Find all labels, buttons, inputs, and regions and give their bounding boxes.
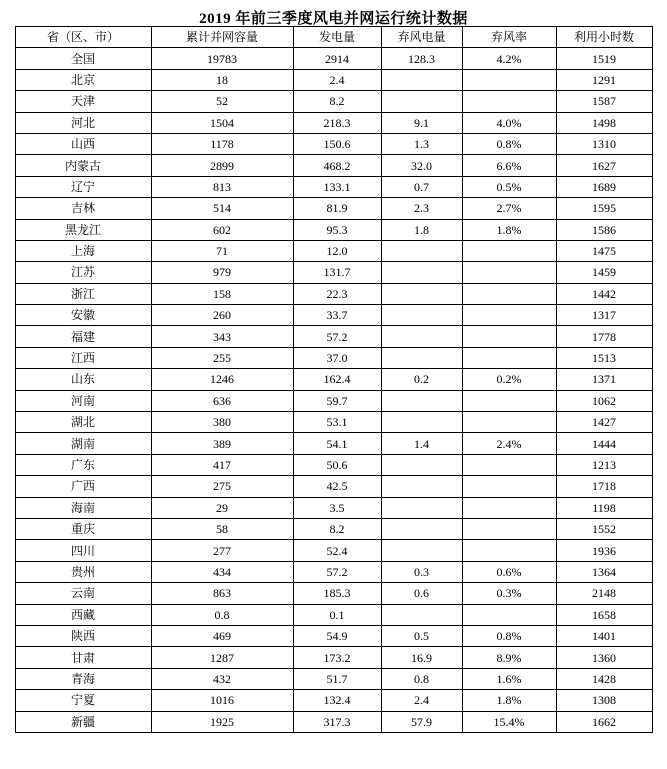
value-cell — [462, 497, 556, 518]
value-cell — [381, 518, 462, 539]
column-header: 累计并网容量 — [151, 27, 293, 48]
value-cell: 1595 — [556, 198, 652, 219]
province-cell: 甘肃 — [15, 647, 151, 668]
value-cell: 417 — [151, 454, 293, 475]
value-cell: 1586 — [556, 219, 652, 240]
province-cell: 浙江 — [15, 283, 151, 304]
value-cell: 37.0 — [293, 347, 381, 368]
value-cell: 95.3 — [293, 219, 381, 240]
value-cell: 81.9 — [293, 198, 381, 219]
value-cell: 1308 — [556, 690, 652, 711]
province-cell: 湖南 — [15, 433, 151, 454]
table-row — [15, 198, 652, 219]
value-cell: 158 — [151, 283, 293, 304]
value-cell: 132.4 — [293, 690, 381, 711]
value-cell — [462, 69, 556, 90]
table-row — [15, 240, 652, 261]
province-cell: 北京 — [15, 69, 151, 90]
province-cell: 河北 — [15, 112, 151, 133]
province-cell: 云南 — [15, 583, 151, 604]
value-cell: 54.1 — [293, 433, 381, 454]
province-cell: 江苏 — [15, 262, 151, 283]
value-cell: 57.2 — [293, 561, 381, 582]
value-cell: 1587 — [556, 91, 652, 112]
value-cell — [462, 390, 556, 411]
table-row — [15, 518, 652, 539]
value-cell: 1427 — [556, 412, 652, 433]
value-cell — [462, 305, 556, 326]
value-cell: 0.3% — [462, 583, 556, 604]
value-cell: 53.1 — [293, 412, 381, 433]
province-cell: 宁夏 — [15, 690, 151, 711]
value-cell — [381, 262, 462, 283]
table-row — [15, 112, 652, 133]
value-cell: 50.6 — [293, 454, 381, 475]
value-cell: 0.1 — [293, 604, 381, 625]
value-cell: 2914 — [293, 48, 381, 69]
table-row — [15, 433, 652, 454]
value-cell: 2.4 — [293, 69, 381, 90]
table-row — [15, 561, 652, 582]
value-cell: 2.3 — [381, 198, 462, 219]
table-row — [15, 647, 652, 668]
value-cell: 1.4 — [381, 433, 462, 454]
province-cell: 江西 — [15, 347, 151, 368]
value-cell: 131.7 — [293, 262, 381, 283]
table-row — [15, 369, 652, 390]
value-cell: 1016 — [151, 690, 293, 711]
table-row — [15, 454, 652, 475]
value-cell: 51.7 — [293, 668, 381, 689]
value-cell: 12.0 — [293, 240, 381, 261]
value-cell: 1513 — [556, 347, 652, 368]
value-cell: 1627 — [556, 155, 652, 176]
value-cell — [381, 497, 462, 518]
value-cell: 32.0 — [381, 155, 462, 176]
value-cell: 863 — [151, 583, 293, 604]
value-cell: 1504 — [151, 112, 293, 133]
table-row — [15, 690, 652, 711]
province-cell: 黑龙江 — [15, 219, 151, 240]
value-cell: 2.4% — [462, 433, 556, 454]
province-cell: 陕西 — [15, 625, 151, 646]
value-cell: 1291 — [556, 69, 652, 90]
value-cell — [381, 69, 462, 90]
table-row — [15, 262, 652, 283]
value-cell: 0.6 — [381, 583, 462, 604]
province-cell: 广东 — [15, 454, 151, 475]
value-cell — [381, 604, 462, 625]
value-cell: 1552 — [556, 518, 652, 539]
value-cell: 1444 — [556, 433, 652, 454]
value-cell: 57.2 — [293, 326, 381, 347]
value-cell: 1428 — [556, 668, 652, 689]
value-cell: 1198 — [556, 497, 652, 518]
value-cell: 52 — [151, 91, 293, 112]
value-cell — [462, 476, 556, 497]
table-row — [15, 347, 652, 368]
value-cell: 1.3 — [381, 133, 462, 154]
value-cell: 8.2 — [293, 518, 381, 539]
table-row — [15, 176, 652, 197]
province-cell: 山西 — [15, 133, 151, 154]
value-cell: 54.9 — [293, 625, 381, 646]
value-cell — [381, 326, 462, 347]
value-cell — [462, 240, 556, 261]
wind-power-stats-table — [15, 26, 653, 733]
value-cell: 0.8% — [462, 133, 556, 154]
value-cell: 1925 — [151, 711, 293, 732]
value-cell: 33.7 — [293, 305, 381, 326]
value-cell: 813 — [151, 176, 293, 197]
value-cell — [462, 91, 556, 112]
value-cell: 8.9% — [462, 647, 556, 668]
value-cell: 1.8% — [462, 219, 556, 240]
value-cell — [462, 326, 556, 347]
province-cell: 天津 — [15, 91, 151, 112]
value-cell: 0.2% — [462, 369, 556, 390]
value-cell: 1662 — [556, 711, 652, 732]
table-row — [15, 69, 652, 90]
table-row — [15, 497, 652, 518]
value-cell — [381, 283, 462, 304]
value-cell: 2148 — [556, 583, 652, 604]
province-cell: 辽宁 — [15, 176, 151, 197]
value-cell: 1475 — [556, 240, 652, 261]
value-cell: 185.3 — [293, 583, 381, 604]
column-header: 弃风率 — [462, 27, 556, 48]
value-cell: 1519 — [556, 48, 652, 69]
value-cell: 1718 — [556, 476, 652, 497]
value-cell: 2.4 — [381, 690, 462, 711]
value-cell: 0.2 — [381, 369, 462, 390]
value-cell: 0.8% — [462, 625, 556, 646]
value-cell: 1.6% — [462, 668, 556, 689]
value-cell: 2.7% — [462, 198, 556, 219]
value-cell: 1317 — [556, 305, 652, 326]
value-cell: 162.4 — [293, 369, 381, 390]
value-cell: 636 — [151, 390, 293, 411]
table-row — [15, 540, 652, 561]
value-cell: 1246 — [151, 369, 293, 390]
value-cell: 0.8 — [381, 668, 462, 689]
table-row — [15, 390, 652, 411]
province-cell: 全国 — [15, 48, 151, 69]
value-cell: 18 — [151, 69, 293, 90]
value-cell: 57.9 — [381, 711, 462, 732]
value-cell: 128.3 — [381, 48, 462, 69]
table-row — [15, 283, 652, 304]
value-cell: 277 — [151, 540, 293, 561]
value-cell: 255 — [151, 347, 293, 368]
value-cell — [381, 240, 462, 261]
value-cell: 602 — [151, 219, 293, 240]
value-cell — [381, 347, 462, 368]
value-cell: 468.2 — [293, 155, 381, 176]
page-title: 2019 年前三季度风电并网运行统计数据 — [199, 11, 468, 27]
value-cell: 0.7 — [381, 176, 462, 197]
value-cell: 52.4 — [293, 540, 381, 561]
value-cell: 1.8 — [381, 219, 462, 240]
province-cell: 西藏 — [15, 604, 151, 625]
table-row — [15, 155, 652, 176]
value-cell: 0.6% — [462, 561, 556, 582]
value-cell: 15.4% — [462, 711, 556, 732]
value-cell: 1360 — [556, 647, 652, 668]
province-cell: 吉林 — [15, 198, 151, 219]
table-row — [15, 48, 652, 69]
value-cell: 432 — [151, 668, 293, 689]
province-cell: 河南 — [15, 390, 151, 411]
column-header: 省（区、市） — [15, 27, 151, 48]
value-cell — [381, 476, 462, 497]
value-cell: 1.8% — [462, 690, 556, 711]
province-cell: 青海 — [15, 668, 151, 689]
table-header-row — [15, 27, 652, 48]
value-cell: 22.3 — [293, 283, 381, 304]
table-row — [15, 305, 652, 326]
province-cell: 广西 — [15, 476, 151, 497]
value-cell: 16.9 — [381, 647, 462, 668]
value-cell: 1178 — [151, 133, 293, 154]
table-row — [15, 604, 652, 625]
province-cell: 海南 — [15, 497, 151, 518]
value-cell — [381, 91, 462, 112]
province-cell: 重庆 — [15, 518, 151, 539]
province-cell: 贵州 — [15, 561, 151, 582]
value-cell: 1287 — [151, 647, 293, 668]
value-cell: 173.2 — [293, 647, 381, 668]
value-cell — [462, 283, 556, 304]
province-cell: 湖北 — [15, 412, 151, 433]
value-cell: 4.2% — [462, 48, 556, 69]
table-row — [15, 133, 652, 154]
value-cell — [462, 518, 556, 539]
value-cell: 1498 — [556, 112, 652, 133]
column-header: 发电量 — [293, 27, 381, 48]
value-cell: 275 — [151, 476, 293, 497]
value-cell: 389 — [151, 433, 293, 454]
value-cell: 0.3 — [381, 561, 462, 582]
province-cell: 新疆 — [15, 711, 151, 732]
value-cell: 979 — [151, 262, 293, 283]
table-row — [15, 583, 652, 604]
value-cell: 434 — [151, 561, 293, 582]
value-cell: 317.3 — [293, 711, 381, 732]
value-cell: 2899 — [151, 155, 293, 176]
value-cell — [462, 540, 556, 561]
value-cell — [462, 347, 556, 368]
value-cell: 1213 — [556, 454, 652, 475]
value-cell: 0.8 — [151, 604, 293, 625]
value-cell: 71 — [151, 240, 293, 261]
table-row — [15, 91, 652, 112]
value-cell: 4.0% — [462, 112, 556, 133]
value-cell — [381, 390, 462, 411]
table-row — [15, 625, 652, 646]
value-cell — [381, 454, 462, 475]
table-row — [15, 219, 652, 240]
value-cell: 1658 — [556, 604, 652, 625]
province-cell: 山东 — [15, 369, 151, 390]
value-cell — [462, 262, 556, 283]
value-cell: 1689 — [556, 176, 652, 197]
value-cell: 1062 — [556, 390, 652, 411]
value-cell: 58 — [151, 518, 293, 539]
value-cell: 9.1 — [381, 112, 462, 133]
value-cell: 469 — [151, 625, 293, 646]
value-cell: 1364 — [556, 561, 652, 582]
province-cell: 四川 — [15, 540, 151, 561]
value-cell — [462, 412, 556, 433]
value-cell: 3.5 — [293, 497, 381, 518]
column-header: 利用小时数 — [556, 27, 652, 48]
table-row — [15, 668, 652, 689]
value-cell: 380 — [151, 412, 293, 433]
value-cell: 19783 — [151, 48, 293, 69]
table-row — [15, 711, 652, 732]
value-cell: 1310 — [556, 133, 652, 154]
value-cell: 0.5 — [381, 625, 462, 646]
value-cell: 0.5% — [462, 176, 556, 197]
province-cell: 上海 — [15, 240, 151, 261]
table-row — [15, 326, 652, 347]
value-cell: 59.7 — [293, 390, 381, 411]
value-cell: 29 — [151, 497, 293, 518]
value-cell: 1778 — [556, 326, 652, 347]
column-header: 弃风电量 — [381, 27, 462, 48]
value-cell: 1371 — [556, 369, 652, 390]
value-cell — [381, 540, 462, 561]
value-cell: 260 — [151, 305, 293, 326]
value-cell: 1401 — [556, 625, 652, 646]
value-cell — [381, 412, 462, 433]
value-cell: 133.1 — [293, 176, 381, 197]
value-cell: 218.3 — [293, 112, 381, 133]
value-cell: 343 — [151, 326, 293, 347]
value-cell: 1442 — [556, 283, 652, 304]
value-cell: 150.6 — [293, 133, 381, 154]
province-cell: 内蒙古 — [15, 155, 151, 176]
value-cell: 514 — [151, 198, 293, 219]
value-cell — [462, 454, 556, 475]
province-cell: 安徽 — [15, 305, 151, 326]
value-cell — [462, 604, 556, 625]
value-cell: 6.6% — [462, 155, 556, 176]
province-cell: 福建 — [15, 326, 151, 347]
value-cell: 8.2 — [293, 91, 381, 112]
value-cell: 42.5 — [293, 476, 381, 497]
table-row — [15, 412, 652, 433]
table-row — [15, 476, 652, 497]
value-cell: 1936 — [556, 540, 652, 561]
value-cell — [381, 305, 462, 326]
value-cell: 1459 — [556, 262, 652, 283]
